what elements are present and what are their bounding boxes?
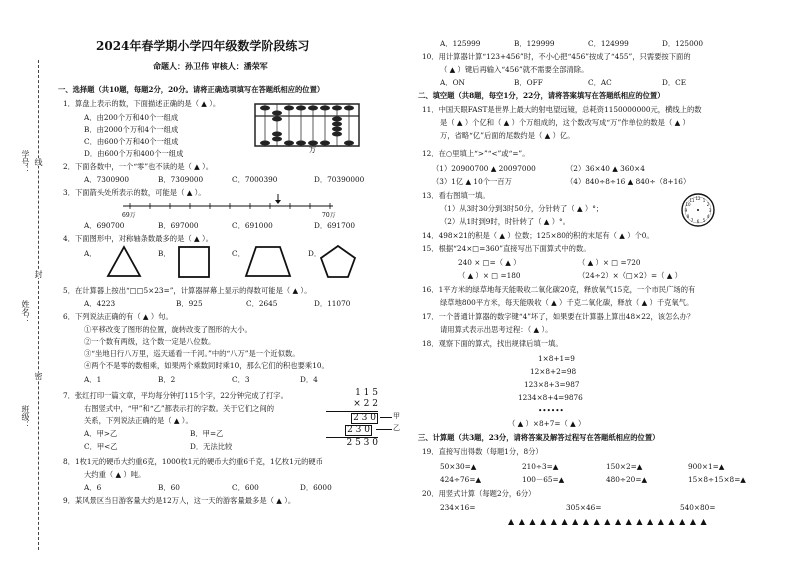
seal-line xyxy=(38,60,39,550)
q7-line3: 关系，下列说法正确的是（ ▲ ）。 xyxy=(84,416,193,425)
q15-stem: 15．根据“24×□=360”直接写出下面算式中的数。 xyxy=(422,244,591,253)
svg-text:7: 7 xyxy=(690,218,694,223)
q4-opt-b: B． xyxy=(158,249,171,258)
number-line-arrow xyxy=(275,200,281,204)
number-line-right-label: 70万 xyxy=(322,212,336,219)
q5-opt-a: A．4223 xyxy=(84,299,116,308)
q17-line1: 17．一个普通计算器的数字键“4”坏了，如果要在计算器上算出48×22，该怎么办？ xyxy=(422,312,695,321)
svg-text:10: 10 xyxy=(685,202,691,207)
authors-line: 命题人：孙卫伟 审核人：潘荣军 xyxy=(153,61,268,71)
q9-opt-d: D．125000 xyxy=(662,39,704,48)
q19-item-6: 100－65=▲ xyxy=(522,475,565,484)
q13-stem: 13．看右图填一填。 xyxy=(422,191,490,200)
q7-opt-b: B．甲=乙 xyxy=(190,429,224,438)
q3-opt-b: B．697000 xyxy=(158,221,199,230)
q4-opt-d: D． xyxy=(308,249,322,258)
q4-opt-c: C． xyxy=(232,249,245,258)
q6-item-1: ①平移改变了图形的位置，旋转改变了图形的大小。 xyxy=(84,325,252,334)
q8-line2: 大约重（ ▲ ）吨。 xyxy=(84,470,146,479)
q20-stem: 20．用竖式计算（每题2分，6分） xyxy=(422,489,536,498)
q12-item-2: （2）36×40 ▲ 360×4 xyxy=(566,164,645,173)
q20-item-2: 305×46= xyxy=(566,503,602,512)
q18-eq-2: 12×8+2=98 xyxy=(530,367,577,376)
pentagon-shape xyxy=(320,244,360,280)
svg-text:4: 4 xyxy=(706,214,710,219)
q10-line2: （ ▲ ）键后再输入“456”就不需要全部清除。 xyxy=(440,65,589,74)
q19-stem: 19．直接写出得数（每题1分，8分） xyxy=(422,447,543,456)
q1-stem: 1．算盘上表示的数，下面描述正确的是（ ▲ ）。 xyxy=(63,99,221,108)
q3-opt-a: A．690700 xyxy=(84,221,125,230)
q10-opt-a: A．ON xyxy=(440,78,465,87)
q10-opt-c: C．AC xyxy=(588,78,612,87)
q3-opt-d: D．691700 xyxy=(314,221,356,230)
q16-line2: 绿草地800平方米，每天能吸收（ ▲ ）千克二氧化碳，释放（ ▲ ）千克氧气。 xyxy=(440,298,694,307)
q4-opt-a: A． xyxy=(84,249,97,258)
q3-stem: 3．下面箭头处所表示的数，可能是（ ▲ ）。 xyxy=(63,188,206,197)
q15-item-4: （24÷2）×（□×2）=（ ▲ ） xyxy=(578,271,682,280)
svg-text:11: 11 xyxy=(689,198,695,203)
q19-item-4: 900×1=▲ xyxy=(688,462,725,471)
q1-opt-a: A．由200个万和40个一组成 xyxy=(84,113,179,122)
q18-eq-1: 1×8+1=9 xyxy=(538,354,575,363)
calc-multiplicand: 1 1 5 xyxy=(355,388,378,398)
q6-opt-a: A．1 xyxy=(84,375,102,384)
q9-opt-a: A．125999 xyxy=(440,39,481,48)
left-column xyxy=(58,0,410,561)
q7-stem: 7．张红打印一篇文章，平均每分钟打115个字，22分钟完成了打字。 xyxy=(63,391,288,400)
section1-heading: 一、选择题（共10题，每题2分，20分。请将正确选项填写在答题纸相应的位置） xyxy=(58,85,325,94)
q12-stem: 12．在○里填上“>”“<”或“=”。 xyxy=(422,149,530,158)
q6-opt-b: B．2 xyxy=(158,375,176,384)
binding-margin xyxy=(0,0,58,561)
q19-item-1: 50×30=▲ xyxy=(440,462,477,471)
section2-heading: 二、填空题（共8题，每空1分，22分，请将答案填写在答题纸相应的位置） xyxy=(418,91,665,100)
q5-opt-d: D．11070 xyxy=(314,299,351,308)
q19-item-7: 480÷20=▲ xyxy=(606,475,648,484)
q19-item-8: 15×8÷15×8=▲ xyxy=(688,475,746,484)
q8-stem: 8．1枚1元的硬币大约重6克，1000枚1元的硬币大约重6千克，1亿枚1元的硬币 xyxy=(63,457,324,466)
q18-stem: 18．观察下面的算式，找出规律后填一填。 xyxy=(422,339,563,348)
q6-opt-d: D．4 xyxy=(300,375,318,384)
q7-line2: 右图竖式中，“甲”和“乙”都表示打的字数。关于它们之间的 xyxy=(84,404,275,413)
q13-item-2: （2）从1时到9时，时针转了（ ▲ ）°。 xyxy=(440,217,570,226)
q2-stem: 2．下面各数中，一个“零”也不读的是（ ▲ ）。 xyxy=(63,162,214,171)
q2-opt-d: D．70390000 xyxy=(314,175,365,184)
q10-opt-d: D．CE xyxy=(662,78,687,87)
q17-line2: 请用算式表示出思考过程：（ ▲ ）。 xyxy=(440,325,553,334)
q15-item-1: 240 × □=（ ▲ ） xyxy=(458,258,521,267)
svg-text:3: 3 xyxy=(708,208,712,213)
svg-text:1: 1 xyxy=(702,198,706,203)
q14-text: 14．498×21的积是（ ▲ ）位数；125×80的积的末尾有（ ▲ ）个0。 xyxy=(422,231,654,240)
abacus-figure xyxy=(253,100,363,152)
q6-item-4: ④两个不是零的数相乘，如果两个乘数同时乘10，那么它们的积也要乘10。 xyxy=(84,361,329,370)
q18-eq-3: 123×8+3=987 xyxy=(524,380,580,389)
q2-opt-a: A．7300900 xyxy=(84,175,130,184)
q7-opt-a: A．甲>乙 xyxy=(84,429,118,438)
q20-item-1: 234×16= xyxy=(440,503,476,512)
q6-item-2: ②一个数有两级，这个数一定是八位数。 xyxy=(84,337,216,346)
clock-figure xyxy=(680,192,716,228)
seal-char-xian: 线 xyxy=(34,158,43,166)
svg-text:9: 9 xyxy=(684,208,688,213)
q4-stem: 4．下面图形中，对称轴条数最多的是（ ▲ ）。 xyxy=(63,234,213,243)
q18-eq-blank: （ ▲ ）×8+7=（ ▲ ） xyxy=(508,419,586,428)
q1-opt-c: C．由600个万和40个一组成 xyxy=(84,137,179,146)
q5-opt-b: B．925 xyxy=(176,299,203,308)
q10-opt-b: B．OFF xyxy=(514,78,543,87)
id-label: 学号： xyxy=(21,150,30,174)
q12-item-4: （4）840÷8÷16 ▲ 840÷（8+16） xyxy=(566,177,691,186)
q9-opt-c: C．124999 xyxy=(588,39,629,48)
svg-text:5: 5 xyxy=(702,218,706,223)
name-label: 姓名： xyxy=(21,300,30,324)
mark-yi: 乙 xyxy=(393,424,400,432)
q8-opt-c: C．600 xyxy=(232,483,259,492)
triangle-shape xyxy=(106,244,146,280)
q9-stem: 9．某风景区当日游客量大约是12万人，这一天的游客量最多是（ ▲ ）。 xyxy=(63,496,296,505)
mark-jia: 甲 xyxy=(393,412,400,420)
seal-char-feng: 封 xyxy=(34,270,43,278)
q2-opt-c: C．7000390 xyxy=(232,175,278,184)
class-label: 班级： xyxy=(21,405,30,429)
q1-opt-d: D．由600个万和400个一组成 xyxy=(84,149,184,158)
q6-item-3: ③“坐地日行八万里，巡天遥看一千河。”中的“八万”是一个近似数。 xyxy=(84,349,300,358)
number-line xyxy=(118,200,348,220)
section3-heading: 三、计算题（共3题，23分，请将答案及解答过程写在答题纸相应的位置） xyxy=(418,433,660,442)
q19-item-5: 424÷76=▲ xyxy=(440,475,482,484)
q10-stem: 10．用计算器计算“123+456”时，不小心把“456”按成了“455”，只需要按下面的 xyxy=(422,52,691,61)
q16-line1: 16．1平方米的绿草地每天能吸收二氧化碳20克，释放氧气15克，一个市民广场的有 xyxy=(422,285,696,294)
q19-item-2: 210÷3=▲ xyxy=(522,462,559,471)
q20-item-3: 540×80= xyxy=(680,503,716,512)
q11-line2: 是（ ▲ ）个亿和（ ▲ ）个万组成的，这个数改写成“万”作单位的数是（ ▲ ） xyxy=(440,118,690,127)
calc-multiplier: × 2 2 xyxy=(353,399,378,409)
seal-char-mi: 密 xyxy=(34,372,43,380)
calc-partial-1: 2 3 0 xyxy=(353,413,376,423)
page-title: 2024年春学期小学四年级数学阶段练习 xyxy=(96,39,310,53)
q5-opt-c: C．2645 xyxy=(246,299,278,308)
q15-item-2: （ ▲ ）× □ =720 xyxy=(578,258,641,267)
q19-item-3: 150×2=▲ xyxy=(606,462,643,471)
q13-item-1: （1）从3时30分到3时50分，分针转了（ ▲ ）°； xyxy=(440,204,604,213)
q8-opt-a: A．6 xyxy=(84,483,102,492)
q11-line3: 万，省略“亿”后面的尾数约是（ ▲ ）亿。 xyxy=(440,131,575,140)
q2-opt-b: B．7309000 xyxy=(158,175,204,184)
vertical-multiplication xyxy=(320,389,400,455)
calc-result: 2 5 3 0 xyxy=(346,438,378,448)
q6-stem: 6．下列说法正确的有（ ▲ ）句。 xyxy=(63,312,173,321)
square-shape xyxy=(176,244,212,280)
calc-partial-2: 2 3 0 xyxy=(347,425,370,435)
q20-answer-triangles: ▲ ▲ ▲ ▲ ▲ ▲ ▲ ▲ ▲ ▲ ▲ ▲ ▲ ▲ ▲ ▲ ▲ ▲ ▲ xyxy=(508,517,708,526)
q18-ellipsis: •••••• xyxy=(538,406,564,415)
q1-opt-b: B．由2000个万和4个一组成 xyxy=(84,125,179,134)
q18-eq-4: 1234×8+4=9876 xyxy=(518,393,583,402)
q12-item-3: （3）1亿 ▲ 10个一百万 xyxy=(432,177,512,186)
q6-opt-c: C．3 xyxy=(232,375,250,384)
svg-text:2: 2 xyxy=(706,202,710,207)
q3-opt-c: C．691000 xyxy=(232,221,273,230)
q11-line1: 11．中国天眼FAST是世界上最大的射电望远镜，总耗资1150000000元，横线上的数 xyxy=(422,105,702,114)
trapezoid-shape xyxy=(244,244,294,280)
q9-opt-b: B．129999 xyxy=(514,39,555,48)
q12-item-1: （1）20900700 ▲ 20097000 xyxy=(432,164,536,173)
right-column xyxy=(418,0,790,561)
abacus-label: 万 xyxy=(309,146,316,154)
q8-opt-d: D．6000 xyxy=(300,483,332,492)
svg-text:8: 8 xyxy=(686,214,690,219)
number-line-left-label: 69万 xyxy=(122,212,136,219)
q15-item-3: （ ▲ ）× □ =180 xyxy=(458,271,521,280)
q8-opt-b: B．60 xyxy=(158,483,180,492)
q5-stem: 5．在计算器上按出“□□5×23=”，计算器屏幕上显示的得数可能是（ ▲ ）。 xyxy=(63,286,312,295)
q7-opt-d: D．无法比较 xyxy=(190,442,233,451)
q7-opt-c: C．甲<乙 xyxy=(84,442,118,451)
svg-text:6: 6 xyxy=(696,219,700,224)
svg-text:12: 12 xyxy=(695,196,701,201)
